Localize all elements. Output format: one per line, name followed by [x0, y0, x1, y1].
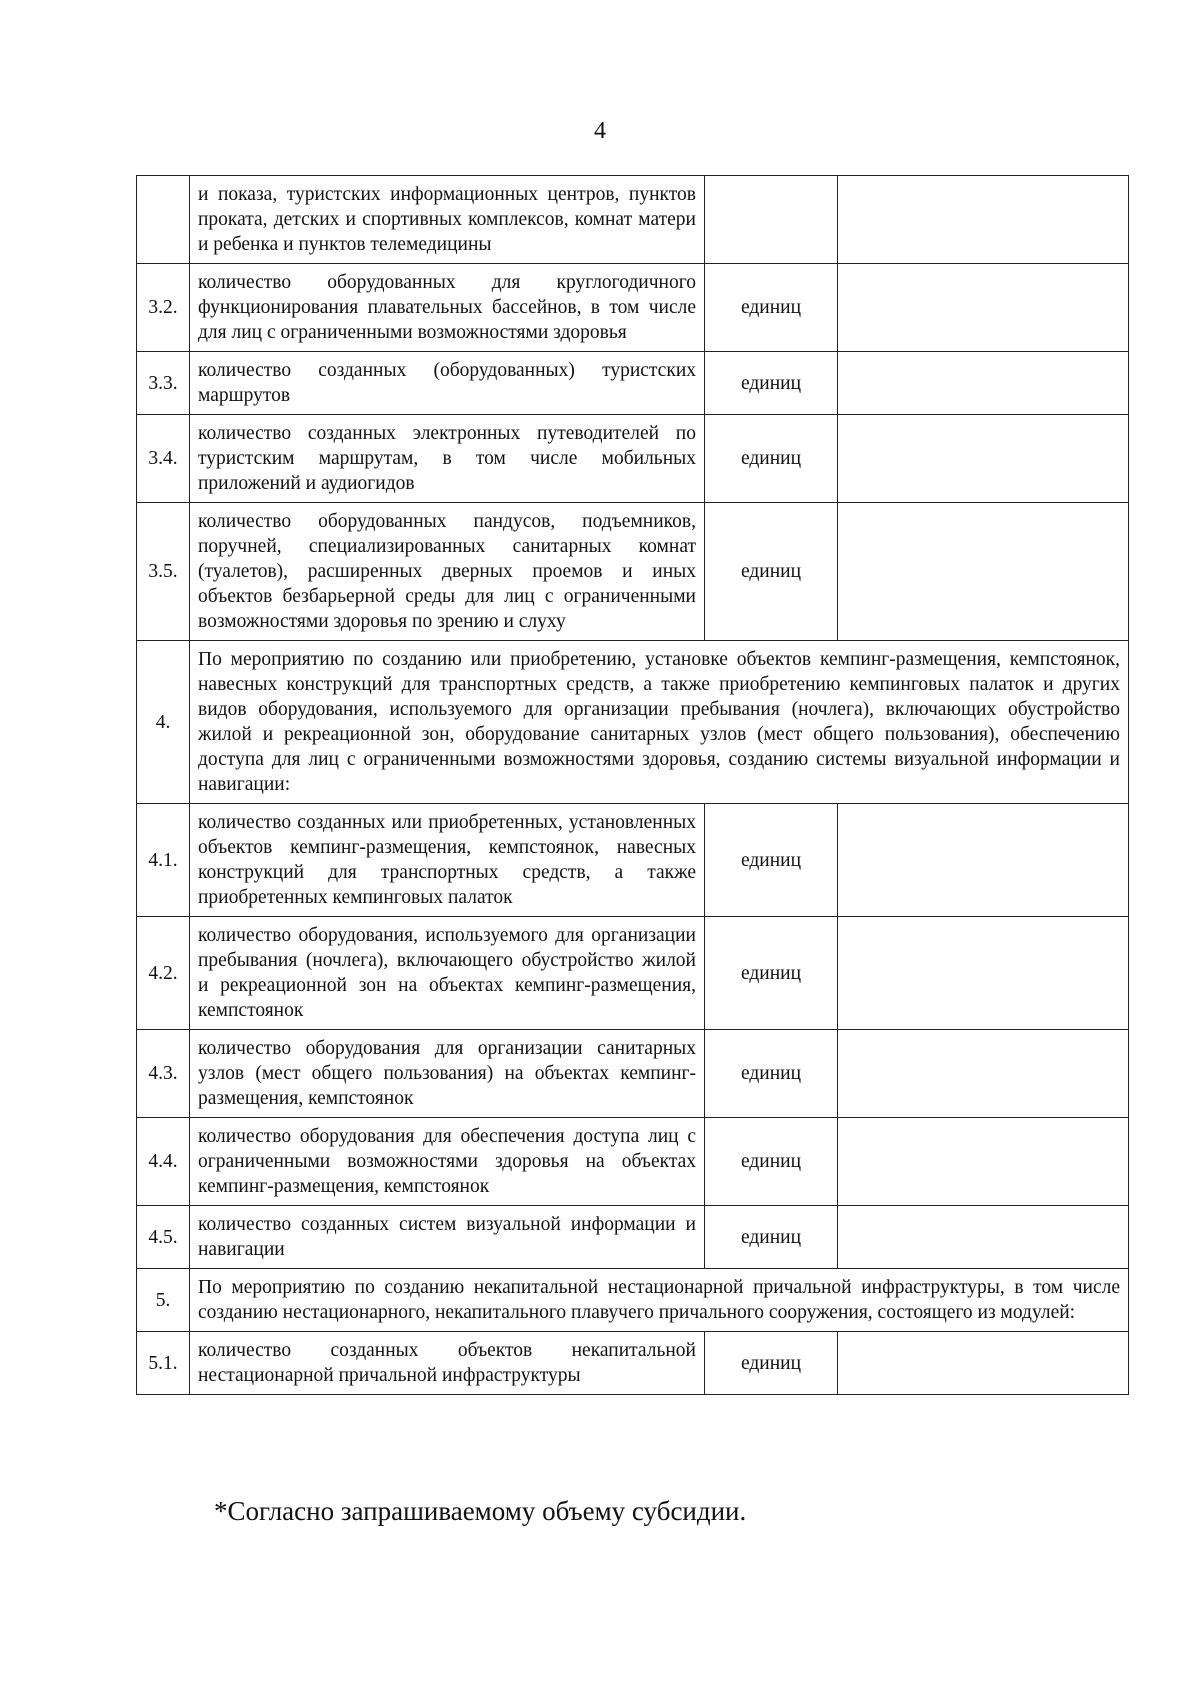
indicator-name: количество оборудованных для круглогодичного функционирования плавательных бассейнов, в том числе для лиц с ограниченными возможностями здоровья [190, 264, 705, 352]
row-number: 4.2. [137, 917, 190, 1030]
section-heading: По мероприятию по созданию или приобретению, установке объектов кемпинг-размещения, кемпстоянок, навесных конструкций для транспортных средств, а также приобретению кемпинговых палаток и других видов оборудования, используемого для организации пребывания (ночлега), включающих обустройство жилой и рекреационной зон, оборудование санитарных узлов (мест общего пользования), обеспечению доступа для лиц с ограниченными возможностями здоровья, созданию системы визуальной информации и навигации: [190, 641, 1129, 804]
table-row [137, 804, 1129, 917]
indicator-name: количество оборудования для организации санитарных узлов (мест общего пользования) на объектах кемпинг-размещения, кемпстоянок [190, 1030, 705, 1118]
unit-cell: единиц [705, 415, 838, 503]
table-row [137, 917, 1129, 1030]
row-number: 4. [137, 641, 190, 804]
indicator-name: количество оборудования для обеспечения доступа лиц с ограниченными возможностями здоровья на объектах кемпинг-размещения, кемпстоянок [190, 1118, 705, 1206]
unit-cell: единиц [705, 917, 838, 1030]
row-number: 3.2. [137, 264, 190, 352]
unit-cell: единиц [705, 264, 838, 352]
value-cell [838, 352, 1129, 415]
indicator-name: количество созданных объектов некапитальной нестационарной причальной инфраструктуры [190, 1332, 705, 1395]
value-cell [838, 1206, 1129, 1269]
indicator-name: количество созданных систем визуальной информации и навигации [190, 1206, 705, 1269]
section-row [137, 641, 1129, 804]
unit-cell: единиц [705, 1332, 838, 1395]
row-number: 4.5. [137, 1206, 190, 1269]
table-row [137, 1206, 1129, 1269]
indicator-name: количество созданных электронных путеводителей по туристским маршрутам, в том числе мобильных приложений и аудиогидов [190, 415, 705, 503]
row-number: 3.4. [137, 415, 190, 503]
value-cell [838, 1332, 1129, 1395]
unit-cell [705, 176, 838, 264]
unit-cell: единиц [705, 503, 838, 641]
table-row [137, 415, 1129, 503]
footnote: *Согласно запрашиваемому объему субсидии. [214, 1496, 747, 1526]
row-number: 3.3. [137, 352, 190, 415]
row-number: 4.3. [137, 1030, 190, 1118]
row-number: 4.1. [137, 804, 190, 917]
value-cell [838, 176, 1129, 264]
table-row [137, 176, 1129, 264]
indicator-name: количество созданных (оборудованных) туристских маршрутов [190, 352, 705, 415]
value-cell [838, 503, 1129, 641]
unit-cell: единиц [705, 1030, 838, 1118]
table-row [137, 352, 1129, 415]
row-number: 4.4. [137, 1118, 190, 1206]
row-number: 5. [137, 1269, 190, 1332]
table-row [137, 1332, 1129, 1395]
indicator-name: количество созданных или приобретенных, установленных объектов кемпинг-размещения, кемпстоянок, навесных конструкций для транспортных средств, а также приобретенных кемпинговых палаток [190, 804, 705, 917]
indicator-name: количество оборудования, используемого для организации пребывания (ночлега), включающего обустройство жилой и рекреационной зон на объектах кемпинг-размещения, кемпстоянок [190, 917, 705, 1030]
table-row [137, 1118, 1129, 1206]
value-cell [838, 804, 1129, 917]
indicator-name: количество оборудованных пандусов, подъемников, поручней, специализированных санитарных комнат (туалетов), расширенных дверных проемов и иных объектов безбарьерной среды для лиц с ограниченными возможностями здоровья по зрению и слуху [190, 503, 705, 641]
value-cell [838, 264, 1129, 352]
table-row [137, 264, 1129, 352]
value-cell [838, 1118, 1129, 1206]
table-row [137, 1030, 1129, 1118]
section-heading: По мероприятию по созданию некапитальной нестационарной причальной инфраструктуры, в том числе созданию нестационарного, некапитального плавучего причального сооружения, состоящего из модулей: [190, 1269, 1129, 1332]
unit-cell: единиц [705, 352, 838, 415]
unit-cell: единиц [705, 804, 838, 917]
row-number: 3.5. [137, 503, 190, 641]
unit-cell: единиц [705, 1206, 838, 1269]
unit-cell: единиц [705, 1118, 838, 1206]
page-number: 4 [594, 118, 606, 144]
indicator-name: и показа, туристских информационных центров, пунктов проката, детских и спортивных комплексов, комнат матери и ребенка и пунктов телемедицины [190, 176, 705, 264]
row-number [137, 176, 190, 264]
indicators-table [136, 175, 1129, 1395]
section-row [137, 1269, 1129, 1332]
value-cell [838, 1030, 1129, 1118]
value-cell [838, 415, 1129, 503]
value-cell [838, 917, 1129, 1030]
row-number: 5.1. [137, 1332, 190, 1395]
table-row [137, 503, 1129, 641]
